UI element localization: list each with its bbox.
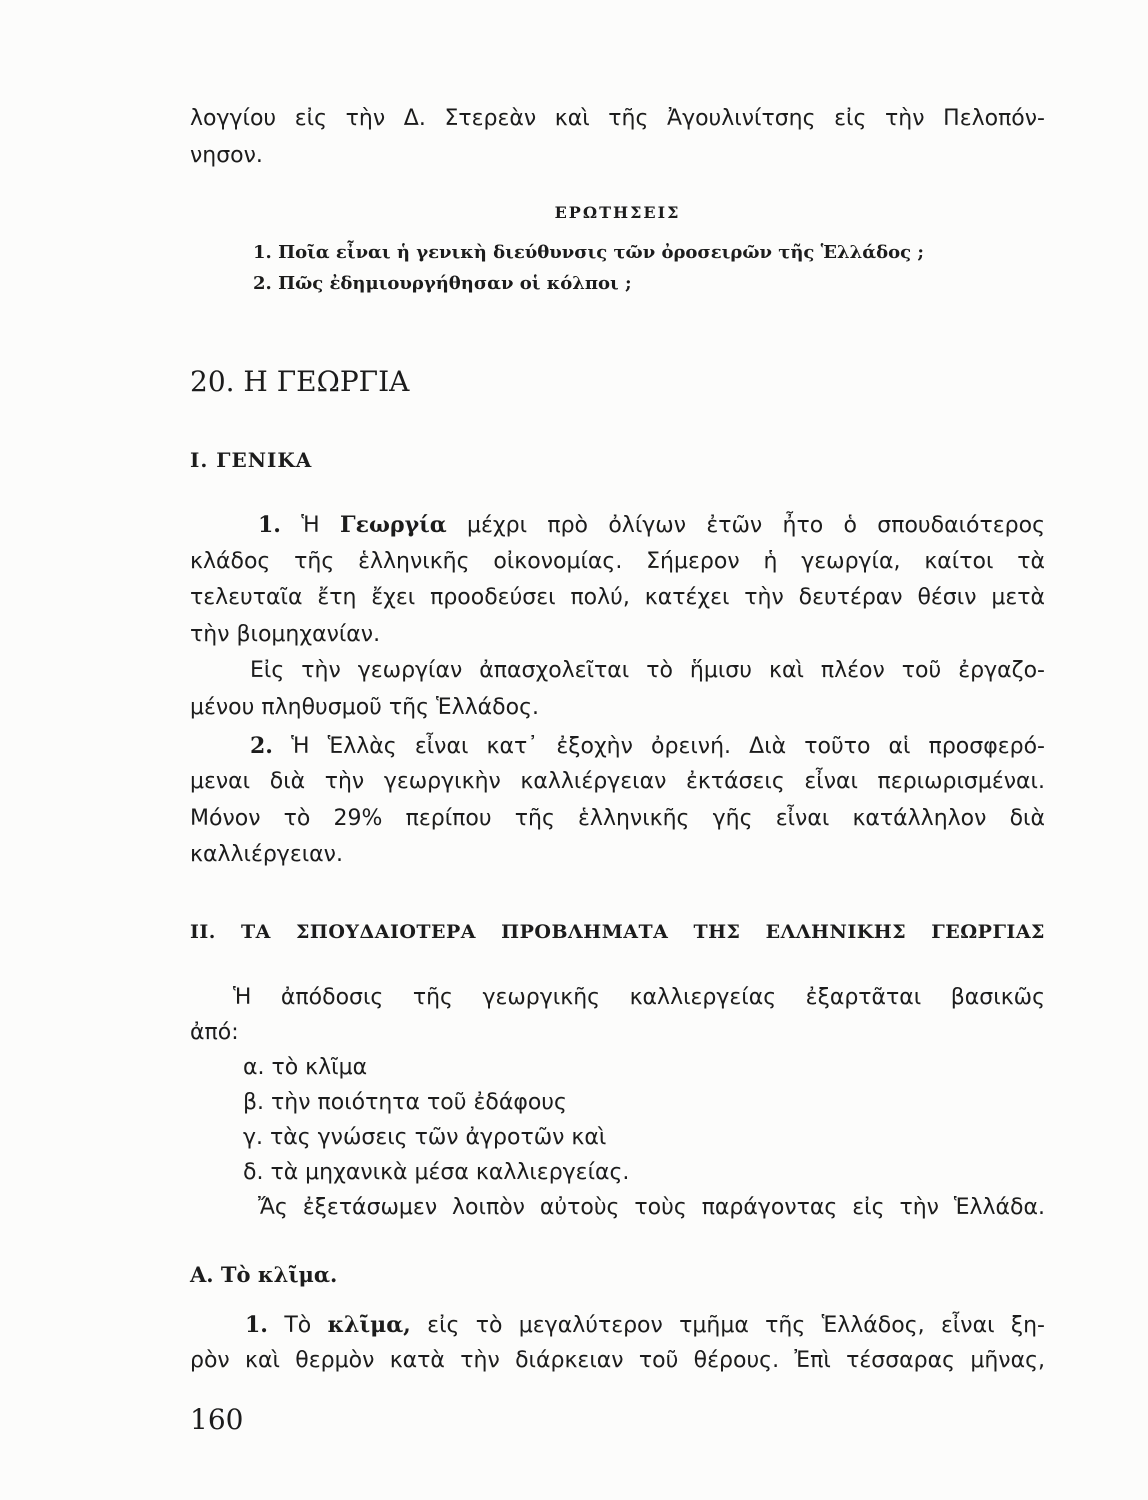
- continuation-paragraph: [190, 100, 1045, 174]
- chapter-title: 20. Η ΓΕΩΡΓΙΑ: [190, 365, 410, 398]
- list-item: β. τὴν ποιότητα τοῦ ἐδάφους: [243, 1090, 567, 1115]
- list-item: α. τὸ κλῖμα: [243, 1055, 368, 1080]
- text-line: Ἡ ἀπόδοσις τῆς γεωργικῆς καλλιεργείας ἐξαρτᾶται βασικῶς: [233, 985, 1045, 1010]
- section-heading: I. ΓΕΝΙΚΑ: [190, 448, 313, 472]
- question-text: Ποῖα εἶναι ἡ γενικὴ διεύθυνσις τῶν ὀροσειρῶν τῆς Ἑλλάδος ;: [278, 242, 924, 263]
- paragraph: [190, 1307, 1045, 1379]
- question-item: [190, 268, 1045, 299]
- bold-term: κλῖμα,: [327, 1312, 411, 1338]
- questions-list: [190, 237, 1045, 299]
- paragraph-number: 1.: [245, 1312, 268, 1338]
- text-line: καλλιέργειαν.: [190, 841, 343, 867]
- text-line: μεναι διὰ τὴν γεωργικὴν καλλιέργειαν ἐκτάσεις εἶναι περιωρισμέναι.: [190, 769, 1045, 795]
- text-line: λογγίου εἰς τὴν Δ. Στερεὰν καὶ τῆς Ἀγουλινίτσης εἰς τὴν Πελοπόν-: [190, 106, 1045, 131]
- text-line: Εἰς τὴν γεωργίαν ἀπασχολεῖται τὸ ἥμισυ καὶ πλέον τοῦ ἐργαζο-: [250, 658, 1045, 683]
- paragraph-with-list: [190, 980, 1045, 1225]
- text-line: τὴν βιομηχανίαν.: [190, 622, 381, 648]
- paragraph: [190, 507, 1045, 654]
- text-line: [190, 728, 1045, 764]
- paragraph-number: 2.: [250, 733, 273, 759]
- text-line: Ἄς ἐξετάσωμεν λοιπὸν αὐτοὺς τοὺς παράγοντας εἰς τὴν Ἑλλάδα.: [258, 1195, 1045, 1220]
- text-line: ρὸν καὶ θερμὸν κατὰ τὴν διάρκειαν τοῦ θέρους. Ἐπὶ τέσσαρας μῆνας,: [190, 1348, 1045, 1373]
- paragraph-number: 1.: [258, 512, 281, 538]
- text-line: κλάδος τῆς ἑλληνικῆς οἰκονομίας. Σήμερον ἡ γεωργία, καίτοι τὰ: [190, 548, 1045, 574]
- question-number: 1.: [253, 242, 272, 263]
- question-number: 2.: [253, 273, 272, 294]
- text-line: ἀπό:: [190, 1020, 239, 1045]
- questions-title: ΕΡΩΤΗΣΕΙΣ: [554, 203, 681, 222]
- text-line: νησον.: [190, 143, 263, 168]
- paragraph: [190, 652, 1045, 726]
- question-item: [190, 237, 1045, 268]
- text-line: [190, 1307, 1045, 1343]
- text-run: εἰς τὸ μεγαλύτερον τμῆμα τῆς Ἑλλάδος, εἶναι ξη-: [427, 1313, 1045, 1338]
- paragraph: [190, 728, 1045, 873]
- text-line: [190, 507, 1045, 544]
- question-text: Πῶς ἐδημιουργήθησαν οἱ κόλποι ;: [278, 273, 632, 294]
- text-run: Ἡ: [301, 513, 320, 538]
- subsection-heading: Α. Τὸ κλῖμα.: [190, 1262, 338, 1287]
- text-line: μένου πληθυσμοῦ τῆς Ἑλλάδος.: [190, 695, 539, 720]
- section-heading: II. ΤΑ ΣΠΟΥΔΑΙΟΤΕΡΑ ΠΡΟΒΛΗΜΑΤΑ ΤΗΣ ΕΛΛΗΝΙΚΗΣ ΓΕΩΡΓΙΑΣ: [190, 921, 1045, 943]
- list-item: δ. τὰ μηχανικὰ μέσα καλλιεργείας.: [243, 1160, 630, 1185]
- text-run: μέχρι πρὸ ὀλίγων ἐτῶν ἦτο ὁ σπουδαιότερος: [467, 513, 1045, 538]
- page-number: 160: [190, 1403, 244, 1436]
- text-run: Τὸ: [284, 1313, 312, 1338]
- list-item: γ. τὰς γνώσεις τῶν ἀγροτῶν καὶ: [243, 1125, 607, 1150]
- text-line: τελευταῖα ἔτη ἔχει προοδεύσει πολύ, κατέχει τὴν δευτέραν θέσιν μετὰ: [190, 585, 1045, 611]
- bold-term: Γεωργία: [340, 512, 447, 538]
- text-run: Ἡ Ἑλλὰς εἶναι κατ᾿ ἐξοχὴν ὀρεινή. Διὰ τοῦτο αἱ προσφερό-: [291, 734, 1045, 759]
- text-line: Μόνον τὸ 29% περίπου τῆς ἑλληνικῆς γῆς εἶναι κατάλληλον διὰ: [190, 805, 1045, 831]
